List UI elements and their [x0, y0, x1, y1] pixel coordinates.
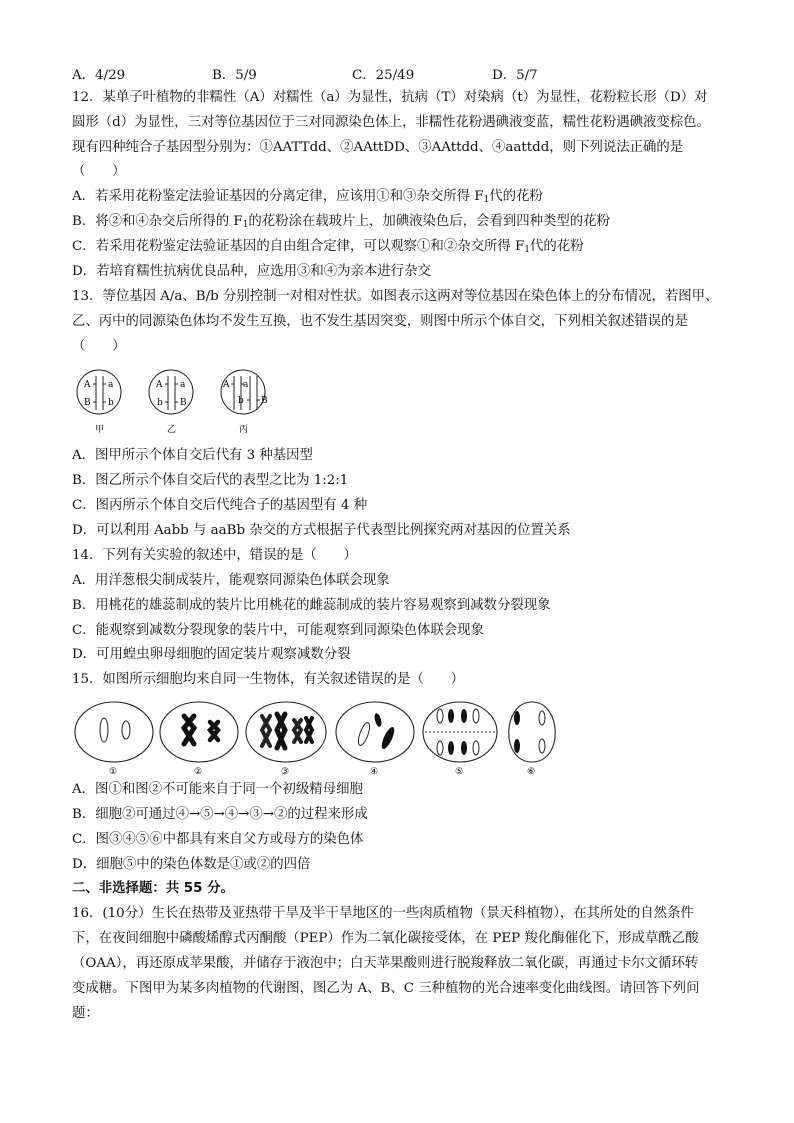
q13-option-b[interactable]: B．图乙所示个体自交后代的表型之比为 1:2:1	[72, 473, 349, 488]
q13-stem-line-1: 13．等位基因 A/a、B/b 分别控制一对相对性状。如图表示这两对等位基因在染色体上的分布情况，若图甲、	[72, 289, 719, 304]
cell-label: ②	[194, 767, 203, 777]
q15-option-a[interactable]: A．图①和图②不可能来自于同一个初级精母细胞	[72, 782, 363, 797]
q13-cell-yi	[149, 370, 193, 435]
q13-cell-jia	[77, 370, 121, 435]
q13-option-d[interactable]: D．可以利用 Aabb 与 aaBb 杂交的方式根据子代表型比例探究两对基因的位置关系	[72, 523, 571, 538]
q14-stem: 14．下列有关实验的叙述中，错误的是（ ）	[72, 548, 357, 563]
q12-stem-line-2: 圆形（d）为显性，三对等位基因位于三对同源染色体上，非糯性花粉遇碘液变蓝，糯性花粉遇碘液变棕色。	[72, 115, 710, 130]
q12-option-a-text: A．若采用花粉鉴定法验证基因的分离定律，应该用①和③杂交所得 F	[72, 189, 484, 204]
q14-option-d[interactable]: D．可用蝗虫卵母细胞的固定装片观察减数分裂	[72, 647, 351, 662]
q16-line-5: 题：	[72, 1006, 99, 1021]
q13-answer-paren: （ ）	[72, 339, 126, 354]
q14-option-c[interactable]: C．能观察到减数分裂现象的装片中，可能观察到同源染色体联会现象	[72, 623, 484, 638]
cell-caption: 丙	[239, 425, 249, 435]
gene-label: B	[261, 396, 268, 406]
gene-label: a	[180, 380, 186, 390]
cell-label: ③	[281, 767, 290, 777]
q12-option-c[interactable]	[72, 238, 732, 259]
q12-stem-line-3: 现有四种纯合子基因型分别为：①AATTdd、②AAttDD、③AAttdd、④aattdd，则下列说法正确的是	[72, 140, 684, 155]
q12-option-a-tail: 代的花粉	[489, 189, 543, 204]
q11-options	[72, 64, 732, 82]
q13-figure	[74, 366, 274, 438]
q12-option-c-tail: 代的花粉	[530, 239, 584, 254]
q15-option-d[interactable]: D．细胞⑤中的染色体数是①或②的四倍	[72, 857, 311, 872]
q12-answer-paren: （ ）	[72, 164, 126, 179]
q12-option-d[interactable]: D．若培育糯性抗病优良品种，应选用③和④为亲本进行杂交	[72, 264, 431, 279]
section-heading: 二、非选择题：共 55 分。	[72, 881, 234, 896]
q16-line-2: 下，在夜间细胞中磷酸烯醇式丙酮酸（PEP）作为二氧化碳接受体，在 PEP 羧化酶催化下，形成草酰乙酸	[72, 931, 699, 946]
gene-label: A	[156, 380, 163, 390]
q11-option-c[interactable]: C．25/49	[352, 68, 415, 83]
gene-label: a	[243, 380, 249, 390]
cell-caption: 乙	[167, 425, 177, 435]
q12-option-c-sub: 1	[524, 245, 531, 255]
gene-label: b	[157, 398, 163, 408]
gene-label: a	[108, 380, 114, 390]
q12-option-b-sub: 1	[242, 220, 249, 230]
q14-option-b[interactable]: B．用桃花的雄蕊制成的装片比用桃花的雌蕊制成的装片容易观察到减数分裂现象	[72, 598, 551, 613]
q15-cell-4	[336, 702, 414, 777]
q12-option-b[interactable]	[72, 213, 732, 234]
q12-option-c-text: C．若采用花粉鉴定法验证基因的自由组合定律，可以观察①和②杂交所得 F	[72, 239, 525, 254]
q15-cell-2	[160, 702, 238, 777]
gene-label: A	[223, 380, 230, 390]
q14-option-a[interactable]: A．用洋葱根尖制成装片，能观察同源染色体联会现象	[72, 573, 390, 588]
gene-label: B	[180, 398, 187, 408]
q15-option-b[interactable]: B．细胞②可通过④→⑤→④→③→②的过程来形成	[72, 807, 368, 822]
q12-option-a[interactable]	[72, 188, 732, 209]
cell-caption: 甲	[95, 425, 105, 435]
cell-label: ①	[109, 767, 118, 777]
q15-figure	[72, 698, 572, 778]
q15-stem: 15．如图所示细胞均来自同一生物体，有关叙述错误的是（ ）	[72, 672, 464, 687]
cell-label: ⑤	[455, 767, 464, 777]
q12-option-b-text: B．将②和④杂交后所得的 F	[72, 214, 243, 229]
gene-label: b	[238, 396, 244, 406]
gene-label: B	[84, 398, 91, 408]
q12-stem-line-1: 12．某单子叶植物的非糯性（A）对糯性（a）为显性，抗病（T）对染病（t）为显性，花粉粒长形（D）对	[72, 90, 708, 105]
q13-option-c[interactable]: C．图丙所示个体自交后代纯合子的基因型有 4 种	[72, 498, 368, 513]
q11-option-b[interactable]: B．5/9	[212, 68, 257, 83]
q13-stem-line-2: 乙、丙中的同源染色体均不发生互换，也不发生基因突变，则图中所示个体自交，下列相关叙述错误的是	[72, 314, 688, 329]
q15-option-c[interactable]: C．图③④⑤⑥中都具有来自父方或母方的染色体	[72, 832, 364, 847]
q16-line-4: 变成糖。下图甲为某多肉植物的代谢图，图乙为 A、B、C 三种植物的光合速率变化曲线图。请回答下列问	[72, 981, 700, 996]
q15-cell-6	[509, 702, 556, 777]
q16-line-1: 16．(10分）生长在热带及亚热带干旱及半干旱地区的一些肉质植物（景天科植物），在其所处的自然条件	[72, 906, 694, 921]
q15-cell-5	[423, 702, 497, 777]
q11-option-a[interactable]: A．4/29	[72, 68, 126, 83]
q13-option-a[interactable]: A．图甲所示个体自交后代有 3 种基因型	[72, 448, 313, 463]
gene-label: b	[108, 398, 114, 408]
cell-label: ⑥	[527, 767, 536, 777]
q15-cell-1	[75, 702, 153, 777]
q15-cell-3	[246, 702, 326, 777]
q16-line-3: （OAA），再还原成苹果酸，并储存于液泡中；白天苹果酸则进行脱羧释放二氧化碳，再通过卡尔文循环转	[72, 956, 699, 971]
q12-option-a-sub: 1	[483, 195, 490, 205]
q12-option-b-tail: 的花粉涂在载玻片上，加碘液染色后，会看到四种类型的花粉	[248, 214, 610, 229]
q11-option-d[interactable]: D．5/7	[492, 68, 538, 83]
gene-label: A	[84, 380, 91, 390]
cell-label: ④	[370, 767, 379, 777]
q13-cell-bing	[221, 370, 268, 435]
